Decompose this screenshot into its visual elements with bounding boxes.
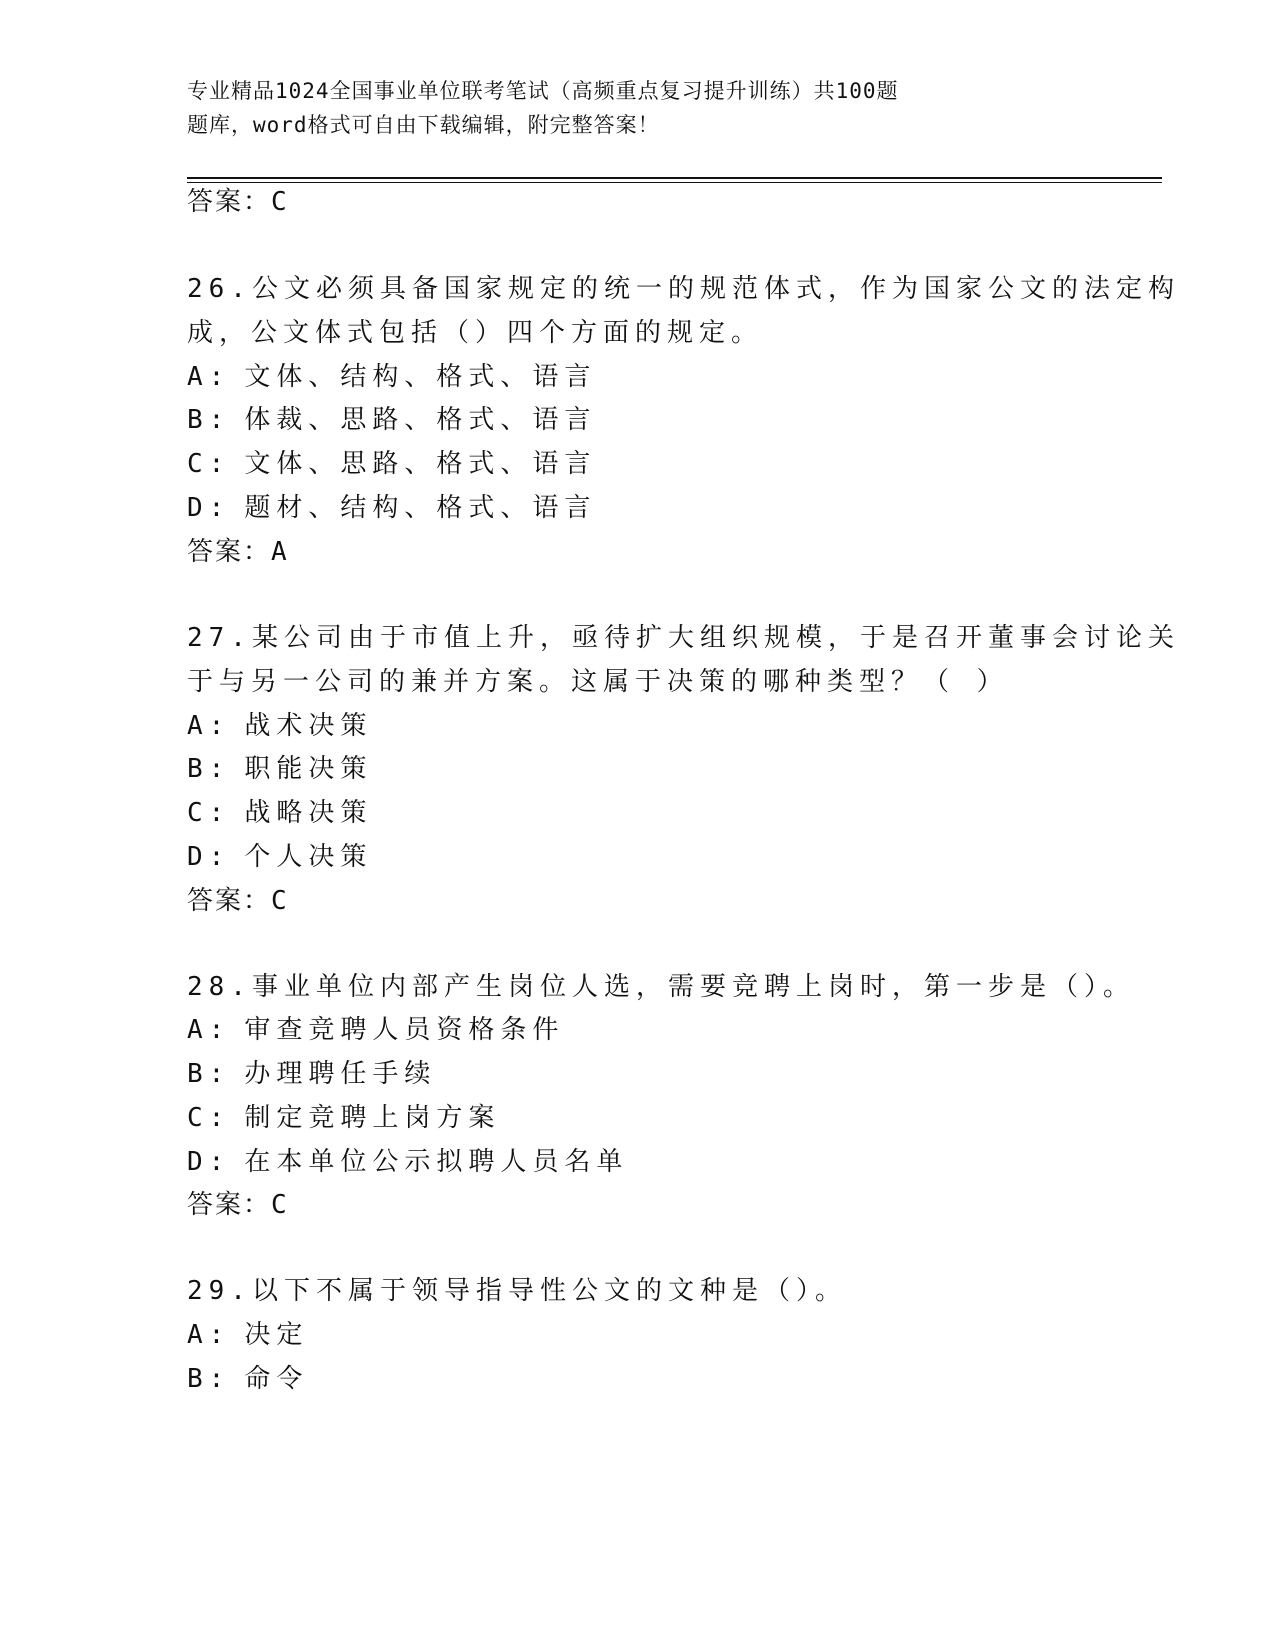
question-text-line: 27.某公司由于市值上升，亟待扩大组织规模，于是召开董事会讨论关 — [187, 623, 1180, 653]
option-key: A: — [187, 1015, 231, 1045]
header-line-1: 专业精品1024全国事业单位联考笔试（高频重点复习提升训练）共100题 — [187, 79, 899, 103]
answer-value: C — [271, 187, 289, 217]
answer-label: 答案： — [187, 187, 272, 217]
option-a — [187, 709, 372, 743]
header-rule-thin — [187, 182, 1162, 183]
option-d — [187, 1145, 628, 1179]
option-key: D: — [187, 1147, 231, 1177]
answer-line — [187, 535, 289, 569]
header-line-2: 题库，word格式可自由下载编辑，附完整答案！ — [187, 113, 660, 137]
option-key: D: — [187, 842, 231, 872]
header-rule-thick — [187, 177, 1162, 179]
question-text-line: 26.公文必须具备国家规定的统一的规范体式，作为国家公文的法定构 — [187, 274, 1180, 304]
option-key: D: — [187, 493, 231, 523]
option-text: 文体、思路、格式、语言 — [244, 449, 597, 479]
answer-line — [187, 1188, 289, 1222]
answer-label: 答案： — [187, 886, 272, 916]
option-text: 审查竞聘人员资格条件 — [244, 1015, 565, 1045]
option-key: B: — [187, 1364, 231, 1394]
option-key: A: — [187, 1320, 231, 1350]
option-a — [187, 1318, 308, 1352]
option-text: 职能决策 — [244, 754, 373, 784]
question-text-line: 28.事业单位内部产生岗位人选，需要竞聘上岗时，第一步是（）。 — [187, 972, 1135, 1002]
question-text-line: 29.以下不属于领导指导性公文的文种是（）。 — [187, 1276, 847, 1306]
option-a — [187, 360, 596, 394]
page-header — [187, 74, 1007, 142]
option-key: B: — [187, 754, 231, 784]
option-text: 战略决策 — [244, 798, 373, 828]
option-text: 在本单位公示拟聘人员名单 — [244, 1147, 629, 1177]
option-a — [187, 1013, 564, 1047]
option-text: 命令 — [244, 1364, 309, 1394]
option-c — [187, 796, 372, 830]
answer-line — [187, 884, 289, 918]
option-key: A: — [187, 362, 231, 392]
option-text: 办理聘任手续 — [244, 1059, 437, 1089]
option-c — [187, 447, 596, 481]
question-text-line: 于与另一公司的兼并方案。这属于决策的哪种类型？（ ） — [187, 667, 1009, 697]
option-b — [187, 752, 372, 786]
option-text: 个人决策 — [244, 842, 373, 872]
option-c — [187, 1101, 500, 1135]
answer-value: C — [271, 1190, 289, 1220]
option-text: 决定 — [244, 1320, 309, 1350]
option-text: 文体、结构、格式、语言 — [244, 362, 597, 392]
option-text: 体裁、思路、格式、语言 — [244, 405, 597, 435]
option-key: B: — [187, 1059, 231, 1089]
answer-value: C — [271, 886, 289, 916]
answer-label: 答案： — [187, 537, 272, 567]
option-key: B: — [187, 405, 231, 435]
option-b — [187, 1362, 308, 1396]
answer-line — [187, 185, 289, 219]
question-text-line: 成，公文体式包括（）四个方面的规定。 — [187, 318, 764, 348]
option-text: 题材、结构、格式、语言 — [244, 493, 597, 523]
answer-value: A — [271, 537, 289, 567]
option-b — [187, 403, 596, 437]
option-text: 制定竞聘上岗方案 — [244, 1103, 501, 1133]
option-b — [187, 1057, 436, 1091]
option-key: A: — [187, 711, 231, 741]
answer-label: 答案： — [187, 1190, 272, 1220]
option-text: 战术决策 — [244, 711, 373, 741]
option-key: C: — [187, 449, 231, 479]
option-d — [187, 840, 372, 874]
option-key: C: — [187, 1103, 231, 1133]
option-d — [187, 491, 596, 525]
option-key: C: — [187, 798, 231, 828]
